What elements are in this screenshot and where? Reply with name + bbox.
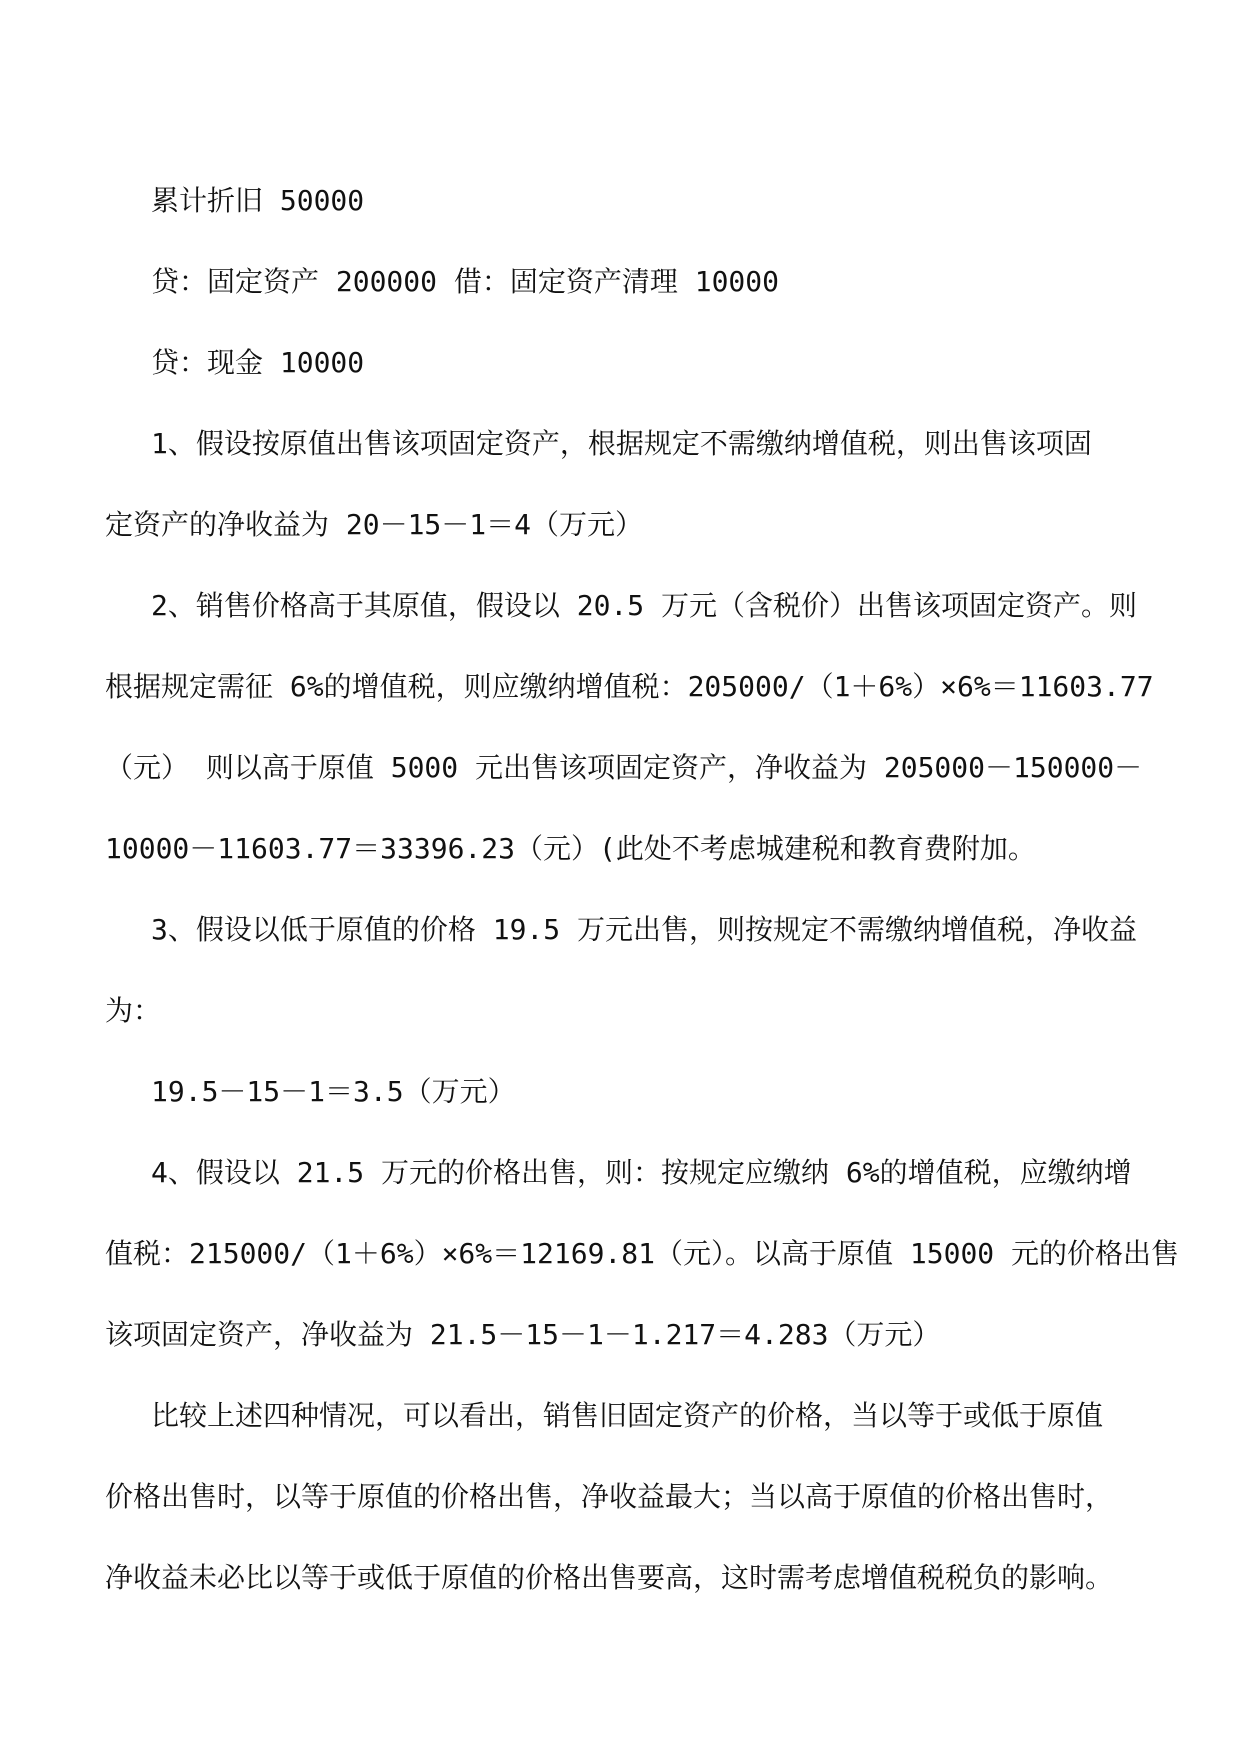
text-line: 19.5－15－1＝3.5（万元） — [151, 1075, 516, 1108]
text-line: 1、假设按原值出售该项固定资产，根据规定不需缴纳增值税，则出售该项固 — [151, 427, 1092, 460]
text-line: 贷：现金 10000 — [151, 346, 365, 379]
text-line: 净收益未必比以等于或低于原值的价格出售要高，这时需考虑增值税税负的影响。 — [105, 1561, 1114, 1594]
text-line: 价格出售时，以等于原值的价格出售，净收益最大；当以高于原值的价格出售时， — [105, 1480, 1114, 1513]
document-body — [105, 160, 1180, 1618]
text-line: 值税：215000/（1＋6%）×6%＝12169.81（元）。以高于原值 15000 元的价格出售 — [105, 1237, 1180, 1270]
text-line: 该项固定资产，净收益为 21.5－15－1－1.217＝4.283（万元） — [105, 1318, 941, 1351]
text-line: 定资产的净收益为 20－15－1＝4（万元） — [105, 508, 644, 541]
text-line: 10000－11603.77＝33396.23（元）(此处不考虑城建税和教育费附加。 — [105, 832, 1036, 865]
text-line: 根据规定需征 6%的增值税，则应缴纳增值税：205000/（1＋6%）×6%＝11603.77 — [105, 670, 1154, 703]
text-line: （元） 则以高于原值 5000 元出售该项固定资产，净收益为 205000－150000－ — [105, 751, 1143, 784]
text-line: 4、假设以 21.5 万元的价格出售，则：按规定应缴纳 6%的增值税，应缴纳增 — [151, 1156, 1132, 1189]
text-line: 累计折旧 50000 — [151, 184, 365, 217]
text-line: 2、销售价格高于其原值，假设以 20.5 万元（含税价）出售该项固定资产。则 — [151, 589, 1138, 622]
text-line: 为： — [105, 994, 162, 1027]
text-line: 3、假设以低于原值的价格 19.5 万元出售，则按规定不需缴纳增值税，净收益 — [151, 913, 1138, 946]
text-line: 贷：固定资产 200000 借：固定资产清理 10000 — [151, 265, 780, 298]
text-line: 比较上述四种情况，可以看出，销售旧固定资产的价格，当以等于或低于原值 — [151, 1399, 1104, 1432]
